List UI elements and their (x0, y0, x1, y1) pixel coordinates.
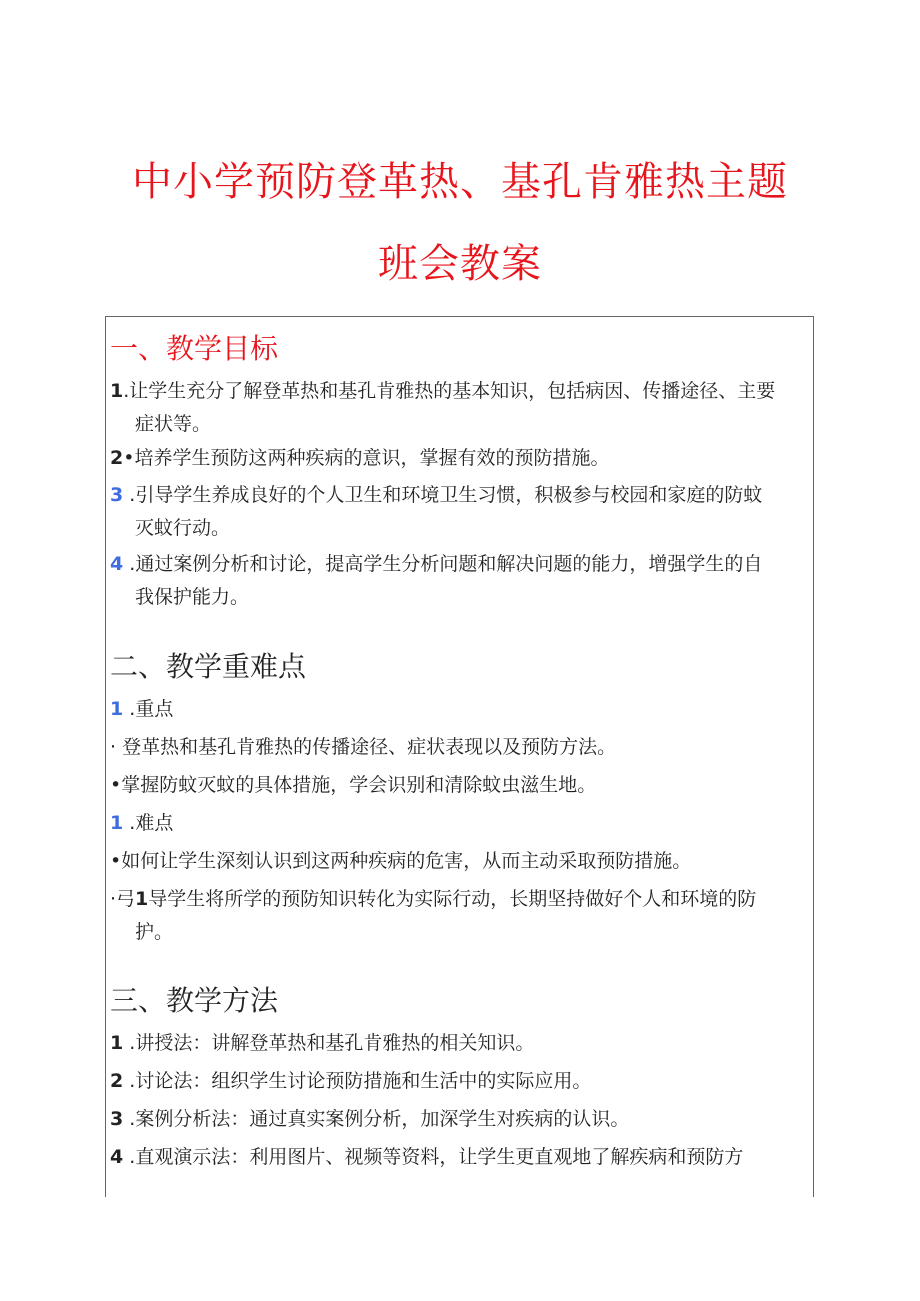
item-number: 4 (110, 1146, 124, 1168)
item-number: 2 (110, 447, 124, 469)
item-number: 1 (110, 1032, 124, 1054)
item-text: •掌握防蚊灭蚊的具体措施，学会识别和清除蚊虫滋生地。 (110, 774, 597, 796)
item-continuation: 灭蚊行动。 (135, 517, 231, 539)
item-text: •培养学生预防这两种疾病的意识，掌握有效的预防措施。 (123, 447, 610, 469)
item-continuation: 症状等。 (135, 413, 212, 435)
item-number: 1 (110, 698, 124, 720)
item-text: · 登革热和基孔肯雅热的传播途径、症状表现以及预防方法。 (110, 736, 617, 758)
item-number: 1 (135, 888, 149, 910)
item-text: .重点 (123, 698, 174, 720)
section-heading-methods: 三、教学方法 (110, 984, 279, 1017)
item-number: 1 (110, 812, 124, 834)
item-text: .直观演示法：利用图片、视频等资料，让学生更直观地了解疾病和预防方 (123, 1146, 744, 1168)
item-number: 1 (110, 380, 124, 402)
method-item-4 (110, 1141, 808, 1174)
item-continuation: 护。 (135, 921, 174, 943)
objective-item-1 (110, 375, 808, 441)
document-title-line-2: 班会教案 (378, 241, 542, 287)
difficult-point-item-1 (110, 845, 808, 878)
item-number: 3 (110, 484, 124, 506)
section-heading-objectives: 一、教学目标 (110, 332, 279, 365)
objective-item-4 (110, 548, 808, 614)
item-text: .难点 (123, 812, 174, 834)
key-point-item-2 (110, 769, 808, 802)
item-continuation: 我保护能力。 (135, 586, 250, 608)
item-number: 3 (110, 1108, 124, 1130)
item-prefix: ·弓 (110, 888, 136, 910)
objective-item-2 (110, 442, 808, 475)
difficult-point-label (110, 807, 808, 840)
item-text: 导学生将所学的预防知识转化为实际行动，长期坚持做好个人和环境的防 (148, 888, 757, 910)
item-text: .让学生充分了解登革热和基孔肯雅热的基本知识，包括病因、传播途径、主要 (123, 380, 776, 402)
item-text: .引导学生养成良好的个人卫生和环境卫生习惯，积极参与校园和家庭的防蚊 (123, 484, 763, 506)
content-frame (105, 316, 814, 1197)
difficult-point-item-2 (110, 883, 808, 949)
item-text: .案例分析法：通过真实案例分析，加深学生对疾病的认识。 (123, 1108, 630, 1130)
method-item-1 (110, 1027, 808, 1060)
method-item-2 (110, 1065, 808, 1098)
method-item-3 (110, 1103, 808, 1136)
item-text: .讨论法：组织学生讨论预防措施和生活中的实际应用。 (123, 1070, 592, 1092)
item-text: •如何让学生深刻认识到这两种疾病的危害，从而主动采取预防措施。 (110, 850, 692, 872)
item-text: .讲授法：讲解登革热和基孔肯雅热的相关知识。 (123, 1032, 535, 1054)
item-number: 4 (110, 553, 124, 575)
item-text: .通过案例分析和讨论，提高学生分析问题和解决问题的能力，增强学生的自 (123, 553, 763, 575)
key-point-item-1 (110, 731, 808, 764)
item-number: 2 (110, 1070, 124, 1092)
section-heading-key-points: 二、教学重难点 (110, 650, 307, 683)
key-point-label (110, 693, 808, 726)
document-title-line-1: 中小学预防登革热、基孔肯雅热主题 (132, 159, 788, 205)
objective-item-3 (110, 479, 808, 545)
